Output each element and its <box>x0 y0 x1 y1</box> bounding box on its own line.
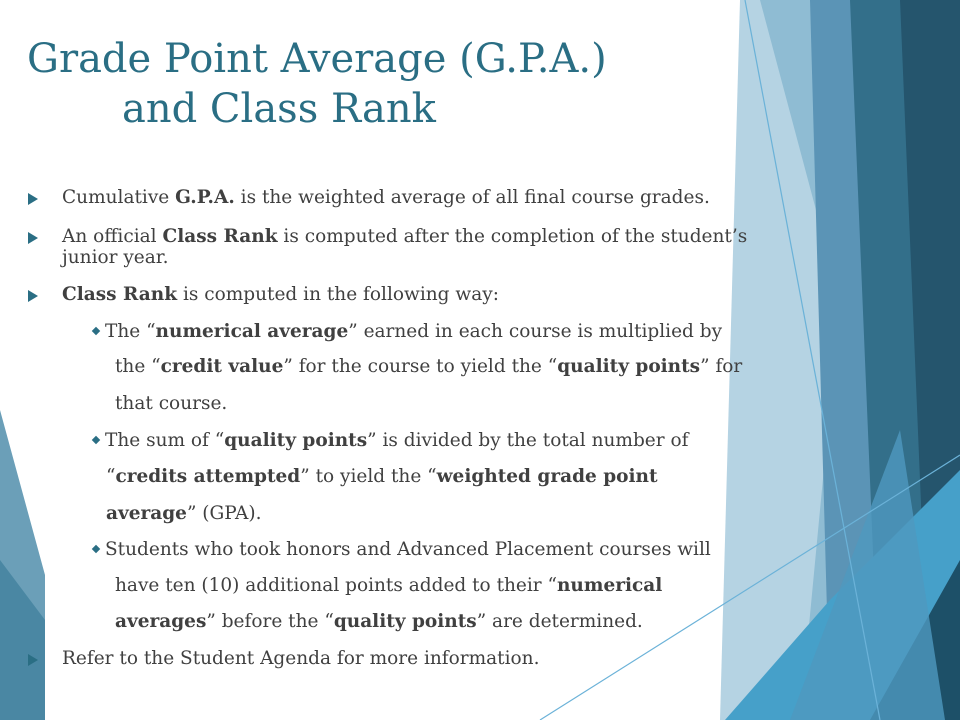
diamond-bullet-icon <box>92 545 100 553</box>
diamond-bullet-icon <box>92 436 100 444</box>
bold-term: Class Rank <box>162 226 278 247</box>
sub-bullet-line: that course. <box>115 393 228 414</box>
bullet-arrow-icon <box>28 232 38 244</box>
bullet-arrow-icon <box>28 654 38 666</box>
bullet-class-rank-official: An official Class Rank is computed after the completion of the student’s junior year. <box>62 226 748 268</box>
sub-bullet-line: average” (GPA). <box>106 503 262 524</box>
sub-bullet-line: the “credit value” for the course to yield the “quality points” for <box>115 356 743 377</box>
bold-term: G.P.A. <box>175 187 235 208</box>
title-line-1: Grade Point Average (G.P.A.) <box>27 36 607 82</box>
bullet-refer-agenda: Refer to the Student Agenda for more information. <box>62 648 540 669</box>
sub-bullet-line: have ten (10) additional points added to their “numerical <box>115 575 663 596</box>
bullet-arrow-icon <box>28 193 38 205</box>
bold-term: Class Rank <box>62 284 178 305</box>
sub-bullet-line: “credits attempted” to yield the “weighted grade point <box>106 466 658 487</box>
title-line-2: and Class Rank <box>122 86 436 132</box>
bullet-class-rank-computation: Class Rank is computed in the following way: <box>62 284 499 305</box>
sub-bullet-quality-points: The sum of “quality points” is divided by the total number of <box>93 430 688 451</box>
sub-bullet-line: averages” before the “quality points” are determined. <box>115 611 643 632</box>
sub-bullet-honors-ap: Students who took honors and Advanced Placement courses will <box>93 539 711 560</box>
slide-title <box>27 34 607 134</box>
sub-bullet-numerical-average: The “numerical average” earned in each course is multiplied by <box>93 321 722 342</box>
diamond-bullet-icon <box>92 327 100 335</box>
bullet-gpa-definition: Cumulative G.P.A. is the weighted average of all final course grades. <box>62 187 710 208</box>
bullet-arrow-icon <box>28 290 38 302</box>
